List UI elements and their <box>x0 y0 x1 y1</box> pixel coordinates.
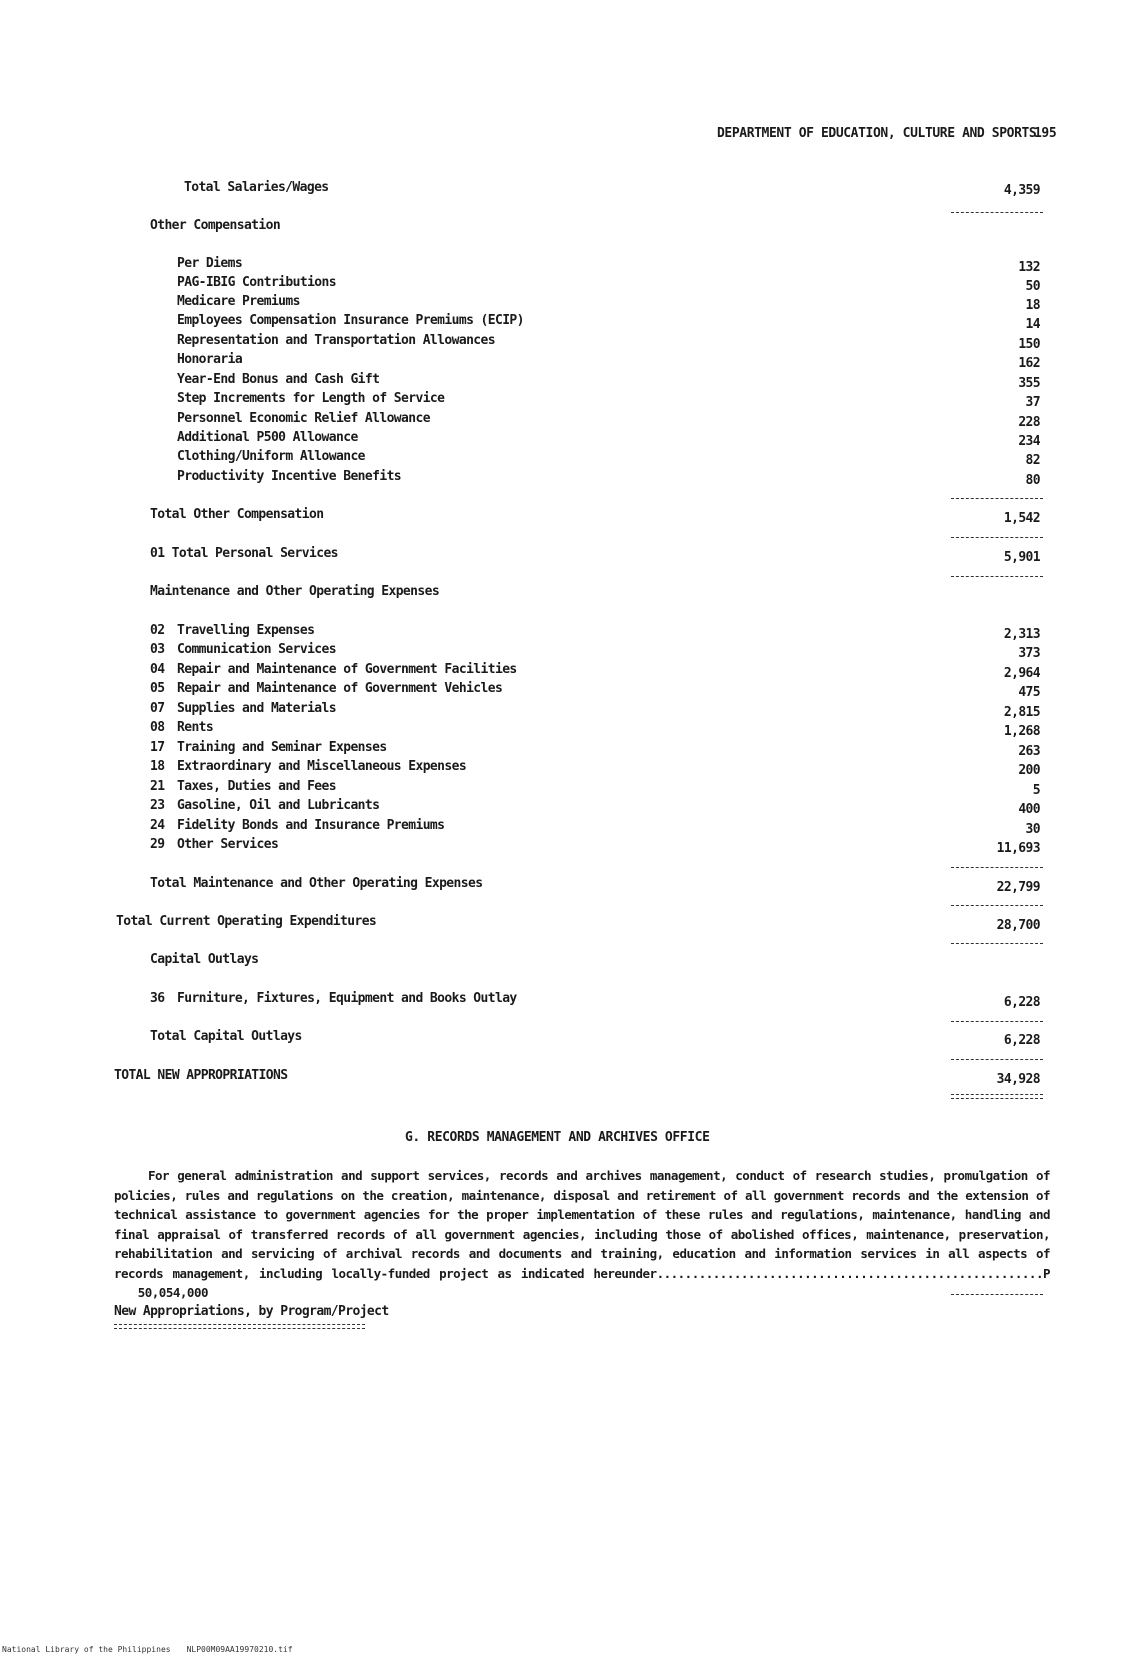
list-item-value: 162 <box>1018 356 1040 371</box>
section-paragraph <box>114 1166 1050 1303</box>
list-item-value: 373 <box>1018 646 1040 661</box>
rule-line <box>951 1021 1043 1022</box>
rule-line <box>951 576 1043 577</box>
total-other-compensation-label: Total Other Compensation <box>150 507 324 522</box>
list-item-value: 2,815 <box>1003 705 1040 720</box>
list-item-label: Honoraria <box>177 352 243 367</box>
total-mooe-label: Total Maintenance and Other Operating Expenses <box>150 876 483 891</box>
list-item-code: 23 <box>150 798 165 813</box>
list-item-value: 150 <box>1018 337 1040 352</box>
list-item-value: 18 <box>1025 298 1040 313</box>
list-item-value: 228 <box>1018 415 1040 430</box>
list-item-value: 355 <box>1018 376 1040 391</box>
list-item-label: Supplies and Materials <box>177 701 336 716</box>
rule-line <box>951 1059 1043 1060</box>
total-salaries-value: 4,359 <box>1003 183 1040 198</box>
mooe-heading: Maintenance and Other Operating Expenses <box>150 584 440 599</box>
capital-outlays-heading: Capital Outlays <box>150 952 259 967</box>
list-item-value: 30 <box>1025 822 1040 837</box>
rule-line <box>951 498 1043 499</box>
total-current-operating-value: 28,700 <box>996 918 1040 933</box>
footer-file: NLP00M09AA19970210.tif <box>186 1645 293 1654</box>
double-rule-line <box>951 1094 1043 1099</box>
capital-item-label: Furniture, Fixtures, Equipment and Books Outlay <box>177 991 517 1006</box>
list-item-label: PAG-IBIG Contributions <box>177 275 336 290</box>
list-item-label: Personnel Economic Relief Allowance <box>177 411 430 426</box>
list-item-value: 400 <box>1018 802 1040 817</box>
total-current-operating-label: Total Current Operating Expenditures <box>116 914 377 929</box>
list-item-label: Fidelity Bonds and Insurance Premiums <box>177 818 445 833</box>
capital-item-value: 6,228 <box>1003 995 1040 1010</box>
list-item-value: 475 <box>1018 685 1040 700</box>
list-item-label: Repair and Maintenance of Government Vehicles <box>177 681 503 696</box>
list-item-code: 04 <box>150 662 165 677</box>
total-salaries-label: Total Salaries/Wages <box>184 180 329 195</box>
list-item-label: Gasoline, Oil and Lubricants <box>177 798 380 813</box>
list-item-label: Rents <box>177 720 214 735</box>
rule-line <box>951 212 1043 213</box>
list-item-value: 1,268 <box>1003 724 1040 739</box>
list-item-code: 24 <box>150 818 165 833</box>
section-title: G. RECORDS MANAGEMENT AND ARCHIVES OFFICE <box>405 1130 710 1145</box>
total-capital-outlays-value: 6,228 <box>1003 1033 1040 1048</box>
rule-line <box>951 905 1043 906</box>
list-item-label: Clothing/Uniform Allowance <box>177 449 365 464</box>
list-item-value: 14 <box>1025 317 1040 332</box>
scan-footer <box>2 1645 309 1654</box>
list-item-value: 200 <box>1018 763 1040 778</box>
list-item-label: Extraordinary and Miscellaneous Expenses <box>177 759 467 774</box>
list-item-label: Communication Services <box>177 642 336 657</box>
page-number: 195 <box>1034 126 1057 141</box>
list-item-value: 263 <box>1018 744 1040 759</box>
total-capital-outlays-label: Total Capital Outlays <box>150 1029 302 1044</box>
list-item-value: 11,693 <box>996 841 1040 856</box>
list-item-code: 18 <box>150 759 165 774</box>
list-item-value: 80 <box>1025 473 1040 488</box>
paragraph-text: For general administration and support services, records and archives management, conduct of research studies, promulgation of policies, rules and regulations on the creation, maintenance, disposal and retirement of all government records and the extension of technical assistance to government agencies for the proper implementation of these rules and regulations, maintenance, handling and final appraisal of transferred records of all government agencies, including those of abolished offices, maintenance, preservation, rehabilitation and servicing of archival records and documents and training, education and information services in all aspects of records management, including locally-funded project as indicated hereunder.......................................................P <box>114 1168 1050 1281</box>
list-item-label: Per Diems <box>177 256 243 271</box>
rule-line <box>951 537 1043 538</box>
list-item-code: 21 <box>150 779 165 794</box>
list-item-label: Taxes, Duties and Fees <box>177 779 336 794</box>
list-item-label: Travelling Expenses <box>177 623 315 638</box>
list-item-label: Medicare Premiums <box>177 294 300 309</box>
running-header: DEPARTMENT OF EDUCATION, CULTURE AND SPORTS <box>717 126 1037 141</box>
footer-library: National Library of the Philippines <box>2 1645 171 1654</box>
list-item-label: Other Services <box>177 837 279 852</box>
list-item-value: 2,964 <box>1003 666 1040 681</box>
list-item-code: 07 <box>150 701 165 716</box>
total-personal-services-label: 01 Total Personal Services <box>150 546 338 561</box>
list-item-value: 132 <box>1018 260 1040 275</box>
list-item-value: 234 <box>1018 434 1040 449</box>
list-item-code: 03 <box>150 642 165 657</box>
list-item-label: Employees Compensation Insurance Premiums (ECIP) <box>177 313 524 328</box>
list-item-label: Step Increments for Length of Service <box>177 391 445 406</box>
list-item-value: 5 <box>1032 783 1040 798</box>
rule-line <box>951 1294 1043 1295</box>
list-item-label: Representation and Transportation Allowances <box>177 333 495 348</box>
total-personal-services-value: 5,901 <box>1003 550 1040 565</box>
appropriations-subheading: New Appropriations, by Program/Project <box>114 1304 389 1319</box>
rule-line <box>951 943 1043 944</box>
list-item-label: Repair and Maintenance of Government Facilities <box>177 662 517 677</box>
list-item-code: 08 <box>150 720 165 735</box>
total-new-appropriations-label: TOTAL NEW APPROPRIATIONS <box>114 1068 288 1083</box>
list-item-code: 29 <box>150 837 165 852</box>
list-item-code: 02 <box>150 623 165 638</box>
list-item-label: Training and Seminar Expenses <box>177 740 387 755</box>
list-item-label: Productivity Incentive Benefits <box>177 469 402 484</box>
list-item-value: 2,313 <box>1003 627 1040 642</box>
total-mooe-value: 22,799 <box>996 880 1040 895</box>
rule-line <box>951 867 1043 868</box>
list-item-value: 50 <box>1025 279 1040 294</box>
list-item-label: Year-End Bonus and Cash Gift <box>177 372 380 387</box>
total-new-appropriations-value: 34,928 <box>996 1072 1040 1087</box>
total-other-compensation-value: 1,542 <box>1003 511 1040 526</box>
list-item-code: 17 <box>150 740 165 755</box>
list-item-code: 05 <box>150 681 165 696</box>
list-item-value: 82 <box>1025 453 1040 468</box>
capital-item-code: 36 <box>150 991 165 1006</box>
appropriation-amount: 50,054,000 <box>137 1285 208 1300</box>
list-item-value: 37 <box>1025 395 1040 410</box>
other-compensation-heading: Other Compensation <box>150 218 281 233</box>
list-item-label: Additional P500 Allowance <box>177 430 358 445</box>
double-rule-line <box>114 1324 365 1329</box>
